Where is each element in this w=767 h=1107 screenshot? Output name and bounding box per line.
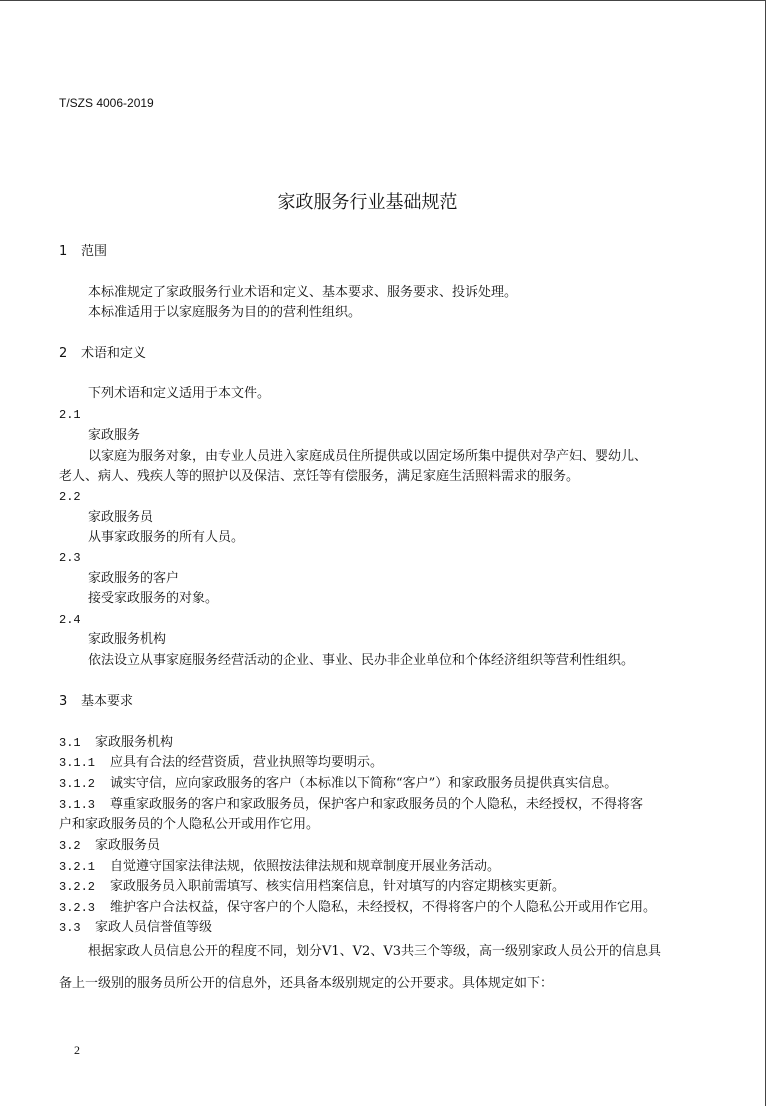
document-title: 家政服务行业基础规范	[277, 192, 458, 213]
clause-text: 尊重家政服务的客户和家政服务员，保护客户和家政服务员的个人隐私，未经授权，不得将客	[110, 797, 644, 812]
clause-text: 自觉遵守国家法律法规，依照按法律法规和规章制度开展业务活动。	[110, 859, 501, 874]
subsection-3-1-heading: 家政服务机构	[95, 735, 174, 750]
clause-text: 维护客户合法权益，保守客户的个人隐私，未经授权，不得将客户的个人隐私公开或用作它用。	[110, 900, 657, 915]
term-number: 2.4	[59, 613, 81, 627]
subsection-3-3-heading: 家政人员信誉值等级	[95, 920, 213, 935]
term-definition-line-2: 老人、病人、残疾人等的照护以及保洁、烹饪等有偿服务，满足家庭生活照料需求的服务。	[59, 469, 580, 484]
clause-number: 3.2.3	[59, 901, 96, 915]
clause-number: 3.2.2	[59, 880, 96, 894]
section-3-number: 3	[59, 694, 68, 709]
section-1-paragraph-1: 本标准规定了家政服务行业术语和定义、基本要求、服务要求、投诉处理。	[88, 285, 518, 300]
subsection-3-2-heading: 家政服务员	[95, 838, 161, 853]
subsection-3-3-number: 3.3	[59, 921, 81, 935]
page-number: 2	[74, 1043, 80, 1057]
term-definition-line-1: 以家庭为服务对象，由专业人员进入家庭成员住所提供或以固定场所集中提供对孕产妇、婴幼儿、	[88, 449, 648, 464]
term-name: 家政服务员	[88, 510, 154, 525]
term-name: 家政服务	[88, 428, 141, 443]
section-2-heading: 术语和定义	[81, 346, 147, 361]
term-number: 2.3	[59, 551, 81, 565]
section-3-heading: 基本要求	[81, 694, 134, 709]
clause-number: 3.1.1	[59, 756, 96, 770]
clause-number: 3.1.2	[59, 777, 96, 791]
section-1-paragraph-2: 本标准适用于以家庭服务为目的的营利性组织。	[88, 305, 362, 320]
clause-number: 3.1.3	[59, 798, 96, 812]
clause-text: 诚实守信，应向家政服务的客户（本标准以下简称“客户”）和家政服务员提供真实信息。	[110, 776, 618, 791]
term-name: 家政服务机构	[88, 632, 167, 647]
term-number: 2.2	[59, 490, 81, 504]
subsection-3-3-paragraph-line-1: 根据家政人员信息公开的程度不同，划分V1、V2、V3共三个等级，高一级别家政人员公开的信息具	[88, 944, 661, 959]
term-definition-line-1: 从事家政服务的所有人员。	[88, 530, 245, 545]
section-2-intro: 下列术语和定义适用于本文件。	[88, 386, 271, 401]
term-number: 2.1	[59, 408, 81, 422]
clause-text: 应具有合法的经营资质，营业执照等均要明示。	[110, 755, 384, 770]
clause-text-continuation: 户和家政服务员的个人隐私公开或用作它用。	[59, 817, 320, 832]
subsection-3-2-number: 3.2	[59, 839, 81, 853]
clause-text: 家政服务员入职前需填写、核实信用档案信息，针对填写的内容定期核实更新。	[110, 879, 566, 894]
section-1-heading: 范围	[81, 244, 108, 259]
section-2-number: 2	[59, 346, 68, 361]
subsection-3-3-paragraph-line-2: 备上一级别的服务员所公开的信息外，还具备本级别规定的公开要求。具体规定如下：	[59, 976, 554, 991]
standard-number: T/SZS 4006-2019	[59, 96, 154, 110]
term-name: 家政服务的客户	[88, 571, 180, 586]
section-1-number: 1	[59, 244, 68, 259]
subsection-3-1-number: 3.1	[59, 736, 81, 750]
term-definition-line-1: 依法设立从事家庭服务经营活动的企业、事业、民办非企业单位和个体经济组织等营利性组织。	[88, 653, 635, 668]
clause-number: 3.2.1	[59, 860, 96, 874]
term-definition-line-1: 接受家政服务的对象。	[88, 591, 219, 606]
